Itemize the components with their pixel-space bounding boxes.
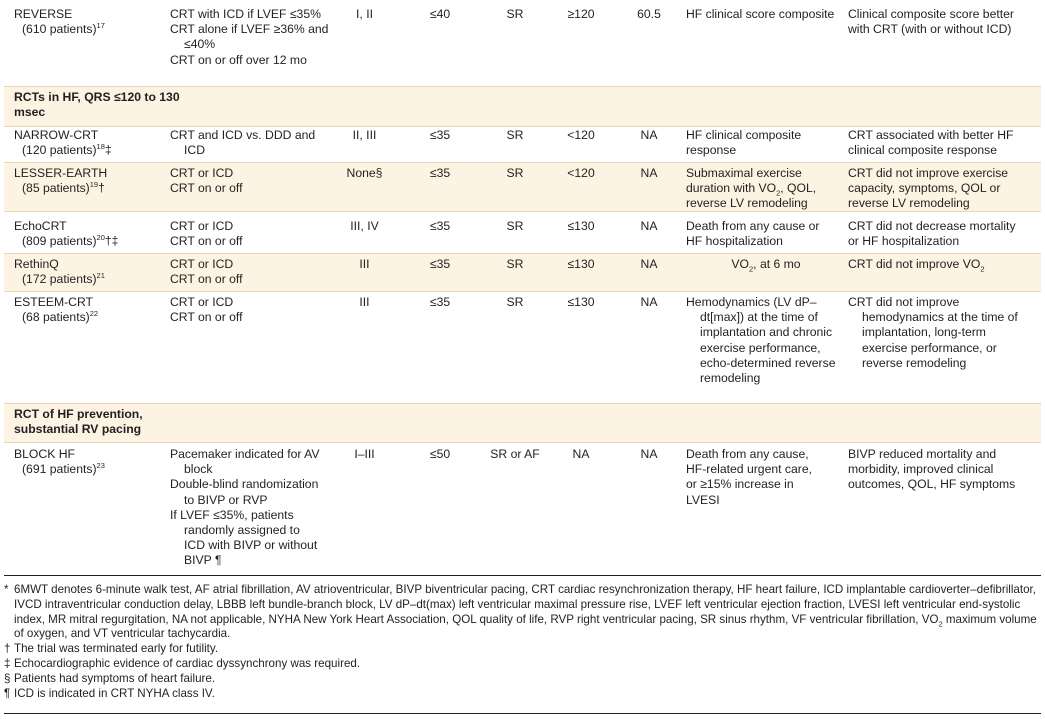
intervention-line: Double-blind randomization to BIVP or RVP	[170, 477, 319, 507]
lvef-cell: ≤35	[429, 257, 451, 271]
table-row-echocrt	[4, 219, 1041, 253]
section-header-row	[4, 87, 1041, 126]
table-row-lesser-earth	[4, 163, 1041, 211]
trial-name: NARROW-CRT	[14, 128, 99, 142]
section-title: RCTs in HF, QRS ≤120 to 130 msec	[14, 90, 180, 120]
endpoint-cell: Hemodynamics (LV dP–dt[max]) at the time of implantation and chronic exercise performance, echo-determined reverse remodeling	[686, 295, 836, 386]
trial-name-cell	[14, 257, 164, 287]
endpoint-cell: HF clinical score composite	[686, 7, 835, 21]
followup-cell: NA	[640, 128, 658, 142]
rhythm-cell: SR	[506, 128, 524, 142]
lvef-cell: ≤40	[429, 7, 451, 21]
intervention-line: CRT or ICD	[170, 219, 234, 233]
row-divider	[4, 291, 1041, 292]
intervention-line: CRT on or off	[170, 310, 243, 325]
patient-count: (809 patients)$^{20}$†‡	[22, 233, 119, 249]
qrs-cell: ≤130	[567, 257, 595, 271]
intervention-line: Pacemaker indicated for AV block	[170, 447, 320, 477]
result-cell: CRT did not improve exercise capacity, symptoms, QOL or reverse LV remodeling	[848, 166, 1009, 211]
nyha-class-cell: II, III	[352, 128, 377, 142]
intervention-cell	[170, 257, 345, 287]
table-bottom-rule	[4, 575, 1041, 576]
endpoint-cell: Death from any cause, HF-related urgent care, or ≥15% increase in LVESI	[686, 447, 812, 507]
intervention-line: CRT and ICD vs. DDD and ICD	[170, 128, 316, 158]
footnote-double-dagger: ‡ Echocardiographic evidence of cardiac dyssynchrony was required.	[4, 656, 361, 670]
nyha-class-cell: III	[359, 257, 370, 271]
intervention-line: CRT alone if LVEF ≥36% and ≤40%	[170, 22, 329, 52]
endpoint-cell: Submaximal exercise duration with $VO_2$, QOL, reverse LV remodeling	[686, 166, 817, 211]
rhythm-cell: SR	[506, 7, 524, 21]
lvef-cell: ≤50	[429, 447, 451, 461]
trial-name-cell	[14, 447, 164, 477]
trial-name-cell	[14, 219, 164, 249]
patient-count: (610 patients)$^{17}$	[22, 21, 105, 37]
intervention-line: CRT or ICD	[170, 166, 234, 180]
intervention-line: CRT on or off over 12 mo	[170, 52, 307, 67]
nyha-class-cell: None§	[346, 166, 383, 180]
patient-count: (68 patients)$^{22}$	[22, 309, 99, 325]
patient-count: (172 patients)$^{21}$	[22, 271, 105, 287]
rhythm-cell: SR	[506, 257, 524, 271]
qrs-cell: <120	[567, 128, 595, 142]
intervention-line: CRT on or off	[170, 234, 243, 249]
followup-cell: NA	[640, 447, 658, 461]
nyha-class-cell: III, IV	[350, 219, 379, 233]
intervention-line: If LVEF ≤35%, patients randomly assigned to ICD with BIVP or without BIVP ¶	[170, 507, 318, 568]
nyha-class-cell: III	[359, 295, 370, 309]
intervention-line: CRT or ICD	[170, 257, 234, 271]
trial-name-cell	[14, 166, 164, 196]
lvef-cell: ≤35	[429, 219, 451, 233]
section-title: RCT of HF prevention, substantial RV pacing	[14, 407, 143, 437]
intervention-cell	[170, 166, 345, 196]
nyha-class-cell: I, II	[356, 7, 373, 21]
footnote-pilcrow: ¶ ICD is indicated in CRT NYHA class IV.	[4, 686, 215, 700]
result-cell: CRT did not improve hemodynamics at the time of implantation, long-term exercise performance, or reverse remodeling	[848, 295, 1018, 370]
endpoint-cell: HF clinical composite response	[686, 128, 802, 158]
table-row-narrow-crt	[4, 128, 1041, 162]
intervention-cell	[170, 219, 345, 249]
footnote-section: § Patients had symptoms of heart failure.	[4, 671, 216, 685]
intervention-cell	[170, 128, 345, 158]
result-cell: Clinical composite score better with CRT (with or without ICD)	[848, 7, 1014, 37]
footnotes	[4, 583, 1041, 701]
result-cell: CRT associated with better HF clinical composite response	[848, 128, 1014, 158]
followup-cell: NA	[640, 166, 658, 180]
trial-name-cell	[14, 7, 164, 37]
trial-name: ESTEEM-CRT	[14, 295, 93, 309]
footnote-abbreviations: * 6MWT denotes 6-minute walk test, AF atrial fibrillation, AV atrioventricular, BIVP biventricular pacing, CRT cardiac resynchronization therapy, HF heart failure, ICD implantable cardioverter–defibrillator, IVCD intraventricular conduction delay, LBBB left bundle-branch block, LV dP–dt(max) left ventricular maximal pressure rise, LVEF left ventricular ejection fraction, LVESI left ventricular end-systolic index, MR mitral regurgitation, NA not applicable, NYHA New York Heart Association, QOL quality of life, RVP right ventricular pacing, SR sinus rhythm, VF ventricular fibrillation, $VO_2$ maximum volume of oxygen, and VT ventricular tachycardia.	[4, 583, 1037, 641]
intervention-cell	[170, 447, 320, 569]
lvef-cell: ≤35	[429, 128, 451, 142]
qrs-cell: ≤130	[567, 295, 595, 309]
patient-count: (85 patients)$^{19}$†	[22, 180, 105, 196]
rhythm-cell: SR or AF	[490, 447, 540, 461]
followup-cell: NA	[640, 295, 658, 309]
row-divider	[4, 211, 1041, 212]
result-cell: CRT did not decrease mortality or HF hospitalization	[848, 219, 1016, 249]
intervention-cell	[170, 295, 345, 325]
page-bottom-rule	[4, 713, 1041, 714]
rhythm-cell: SR	[506, 295, 524, 309]
trial-name: EchoCRT	[14, 219, 67, 233]
table-row-block-hf	[4, 447, 1041, 573]
lvef-cell: ≤35	[429, 166, 451, 180]
trial-name-cell	[14, 128, 164, 158]
intervention-line: CRT on or off	[170, 181, 243, 196]
trial-name-cell	[14, 295, 164, 325]
followup-cell: NA	[640, 219, 658, 233]
trial-name: BLOCK HF	[14, 447, 75, 461]
intervention-cell	[170, 7, 345, 68]
endpoint-cell: Death from any cause or HF hospitalization	[686, 219, 820, 249]
table-row-reverse	[4, 7, 1041, 87]
followup-cell: NA	[640, 257, 658, 271]
intervention-line: CRT or ICD	[170, 295, 234, 309]
result-cell: BIVP reduced mortality and morbidity, improved clinical outcomes, QOL, HF symptoms	[848, 447, 1016, 492]
followup-cell: 60.5	[637, 7, 661, 21]
section-header-row	[4, 404, 1041, 442]
patient-count: (691 patients)$^{23}$	[22, 461, 105, 477]
lvef-cell: ≤35	[429, 295, 451, 309]
intervention-line: CRT with ICD if LVEF ≤35%	[170, 7, 321, 21]
nyha-class-cell: I–III	[354, 447, 375, 461]
trial-name: LESSER-EARTH	[14, 166, 108, 180]
endpoint-cell: $VO_2$, at 6 mo	[731, 257, 801, 274]
footnote-dagger: † The trial was terminated early for futility.	[4, 642, 219, 656]
rhythm-cell: SR	[506, 219, 524, 233]
trial-name: REVERSE	[14, 7, 73, 21]
rhythm-cell: SR	[506, 166, 524, 180]
table-row-rethinq	[4, 254, 1041, 291]
patient-count: (120 patients)$^{18}$‡	[22, 142, 112, 158]
qrs-cell: NA	[572, 447, 590, 461]
table-row-esteem-crt	[4, 295, 1041, 403]
qrs-cell: ≥120	[567, 7, 595, 21]
row-divider	[4, 442, 1041, 443]
qrs-cell: <120	[567, 166, 595, 180]
result-cell: CRT did not improve $VO_2$	[848, 257, 985, 274]
row-divider	[4, 126, 1041, 127]
intervention-line: CRT on or off	[170, 272, 243, 287]
qrs-cell: ≤130	[567, 219, 595, 233]
trial-name: RethinQ	[14, 257, 59, 271]
